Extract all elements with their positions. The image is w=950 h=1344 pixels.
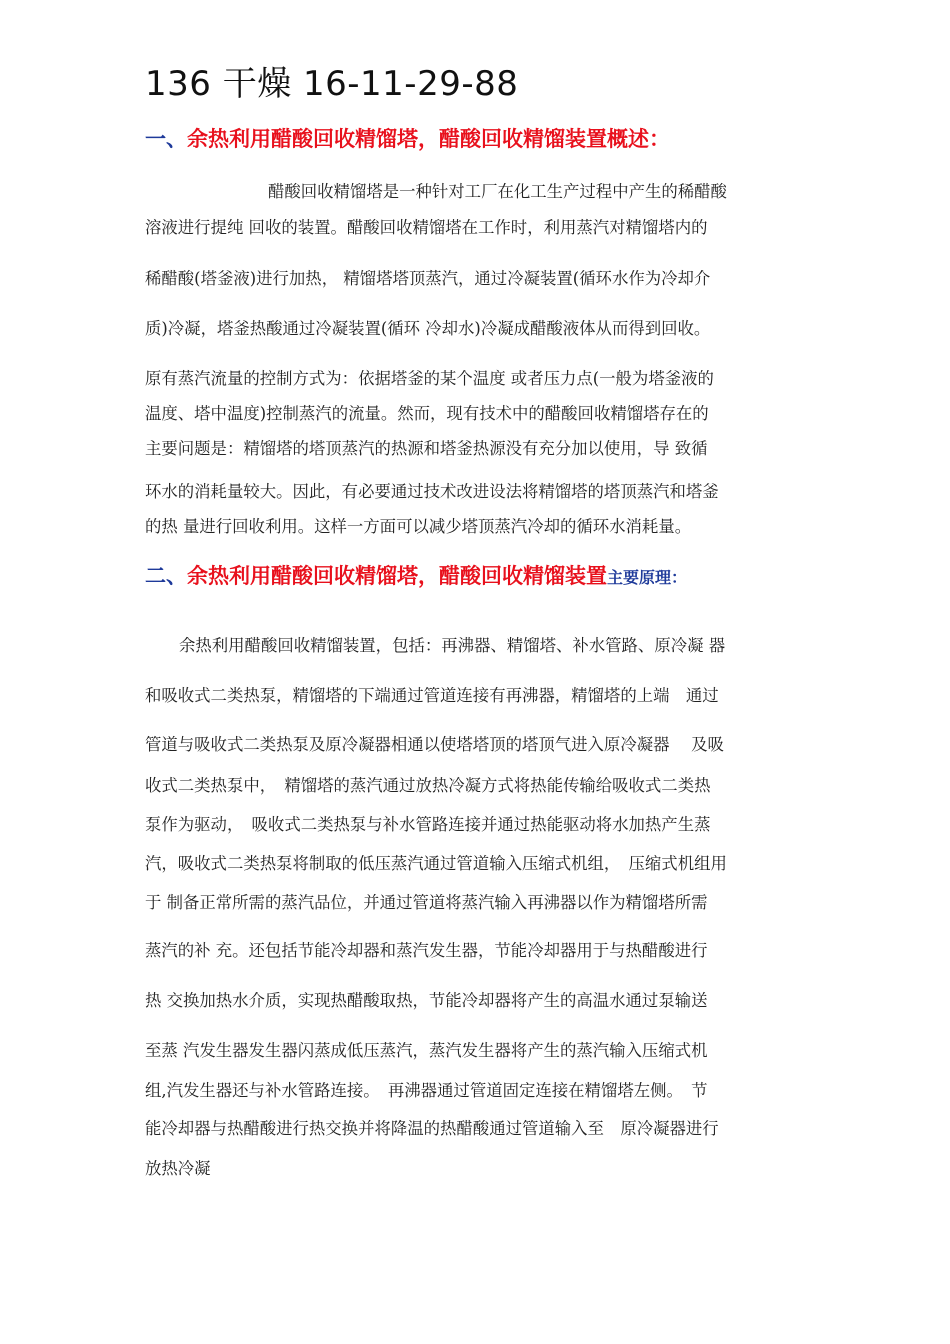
paragraph-line: 管道与吸收式二类热泵及原冷凝器相通以使塔塔顶的塔顶气进入原冷凝器 及吸 — [145, 735, 724, 754]
section-1-heading — [145, 123, 670, 153]
paragraph-line: 温度、塔中温度)控制蒸汽的流量。然而，现有技术中的醋酸回收精馏塔存在的 — [145, 404, 709, 423]
section-2-heading — [145, 560, 687, 590]
paragraph-line: 稀醋酸(塔釜液)进行加热， 精馏塔塔顶蒸汽，通过冷凝装置(循环水作为冷却介 — [145, 269, 711, 288]
paragraph-line: 的热 量进行回收利用。这样一方面可以减少塔顶蒸汽冷却的循环水消耗量。 — [145, 517, 692, 536]
paragraph-line: 溶液进行提纯 回收的装置。醋酸回收精馏塔在工作时，利用蒸汽对精馏塔内的 — [145, 218, 708, 237]
paragraph-line: 主要问题是：精馏塔的塔顶蒸汽的热源和塔釜热源没有充分加以使用，导 致循 — [145, 439, 708, 458]
paragraph-line: 环水的消耗量较大。因此，有必要通过技术改进设法将精馏塔的塔顶蒸汽和塔釜 — [145, 482, 719, 501]
paragraph-line: 汽，吸收式二类热泵将制取的低压蒸汽通过管道输入压缩式机组， 压缩式机组用 — [145, 854, 727, 873]
paragraph-line: 醋酸回收精馏塔是一种针对工厂在化工生产过程中产生的稀醋酸 — [268, 182, 727, 201]
paragraph-line: 于 制备正常所需的蒸汽品位，并通过管道将蒸汽输入再沸器以作为精馏塔所需 — [145, 893, 708, 912]
paragraph-line: 组,汽发生器还与补水管路连接。 再沸器通过管道固定连接在精馏塔左侧。 节 — [145, 1081, 708, 1100]
paragraph-line: 蒸汽的补 充。还包括节能冷却器和蒸汽发生器，节能冷却器用于与热醋酸进行 — [145, 941, 708, 960]
document-title: 136 干燥 16-11-29-88 — [145, 64, 519, 104]
paragraph-line: 和吸收式二类热泵，精馏塔的下端通过管道连接有再沸器，精馏塔的上端 通过 — [145, 686, 719, 705]
paragraph-line: 能冷却器与热醋酸进行热交换并将降温的热醋酸通过管道输入至 原冷凝器进行 — [145, 1119, 719, 1138]
paragraph-line: 泵作为驱动， 吸收式二类热泵与补水管路连接并通过热能驱动将水加热产生蒸 — [145, 815, 711, 834]
paragraph-line: 至蒸 汽发生器发生器闪蒸成低压蒸汽，蒸汽发生器将产生的蒸汽输入压缩式机 — [145, 1041, 708, 1060]
section-2-title: 余热利用醋酸回收精馏塔，醋酸回收精馏装置 — [187, 564, 607, 588]
section-2-subtitle: 主要原理： — [607, 568, 688, 587]
paragraph-line: 余热利用醋酸回收精馏装置，包括：再沸器、精馏塔、补水管路、原冷凝 器 — [179, 636, 726, 655]
section-1-title: 余热利用醋酸回收精馏塔，醋酸回收精馏装置概述： — [187, 127, 670, 151]
paragraph-line: 质)冷凝，塔釜热酸通过冷凝装置(循环 冷却水)冷凝成醋酸液体从而得到回收。 — [145, 319, 711, 338]
paragraph-line: 收式二类热泵中， 精馏塔的蒸汽通过放热冷凝方式将热能传输给吸收式二类热 — [145, 776, 711, 795]
paragraph-line: 热 交换加热水介质，实现热醋酸取热，节能冷却器将产生的高温水通过泵输送 — [145, 991, 708, 1010]
paragraph-line: 原有蒸汽流量的控制方式为：依据塔釜的某个温度 或者压力点(一般为塔釜液的 — [145, 369, 714, 388]
section-1-number: 一、 — [145, 127, 187, 151]
paragraph-line: 放热冷凝 — [145, 1159, 211, 1178]
section-2-number: 二、 — [145, 564, 187, 588]
